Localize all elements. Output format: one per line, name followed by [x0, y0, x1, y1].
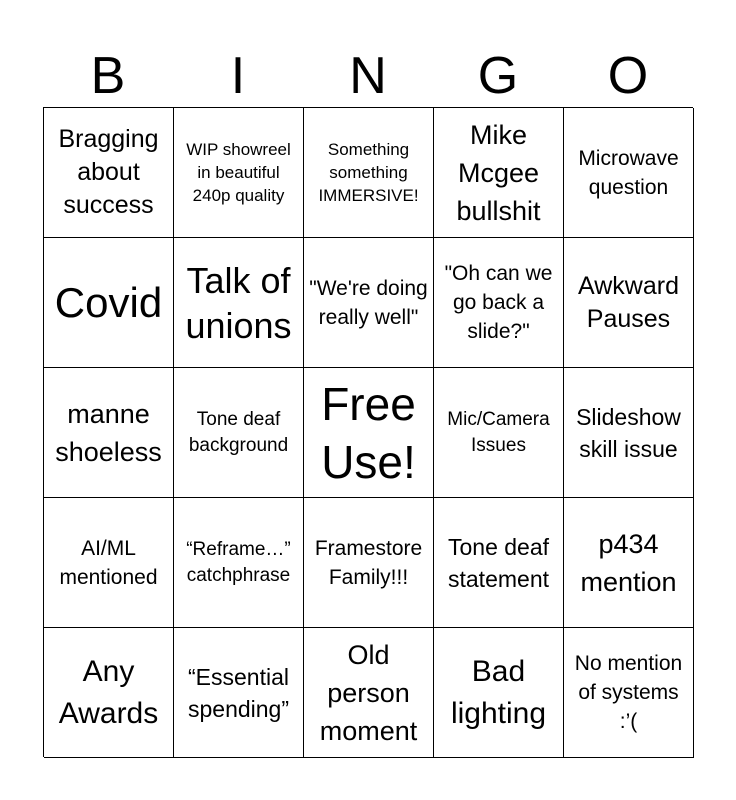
bingo-cell[interactable]	[564, 368, 694, 498]
bingo-cell[interactable]	[174, 238, 304, 368]
cell-text: “Essential spending”	[187, 663, 290, 722]
cell-text: Mike Mcgee bullshit	[456, 119, 541, 226]
cell-text: Tone deaf background	[188, 408, 289, 456]
bingo-cell[interactable]	[44, 108, 174, 238]
bingo-cell[interactable]	[304, 628, 434, 758]
cell-text: Slideshow skill issue	[576, 403, 681, 462]
bingo-cell[interactable]	[434, 108, 564, 238]
cell-text: "We're doing really well"	[309, 276, 428, 329]
cell-text: Framestore Family!!!	[314, 536, 423, 589]
bingo-cell[interactable]	[304, 108, 434, 238]
cell-text: p434 mention	[580, 528, 677, 597]
cell-text: Microwave question	[578, 146, 679, 199]
bingo-board	[43, 107, 693, 757]
bingo-cell[interactable]	[44, 368, 174, 498]
bingo-cell[interactable]	[434, 498, 564, 628]
header-letter-o: O	[607, 47, 649, 105]
cell-text: Free Use!	[321, 377, 416, 488]
bingo-cell[interactable]	[434, 628, 564, 758]
bingo-cell[interactable]	[44, 628, 174, 758]
bingo-cell[interactable]	[304, 238, 434, 368]
cell-text: Bad lighting	[450, 654, 547, 730]
cell-text: “Reframe…” catchphrase	[186, 538, 291, 586]
bingo-cell[interactable]	[174, 628, 304, 758]
bingo-cell[interactable]	[434, 368, 564, 498]
bingo-cell[interactable]	[304, 498, 434, 628]
cell-text: Talk of unions	[185, 259, 292, 346]
cell-text: Covid	[54, 278, 163, 326]
cell-text: WIP showreel in beautiful 240p quality	[186, 140, 291, 205]
bingo-cell[interactable]	[174, 108, 304, 238]
cell-text: Tone deaf statement	[447, 533, 550, 592]
header-letter-g: G	[477, 47, 519, 105]
bingo-cell[interactable]	[434, 238, 564, 368]
header-letter-n: N	[349, 47, 387, 105]
bingo-cell[interactable]	[564, 238, 694, 368]
bingo-cell[interactable]	[564, 108, 694, 238]
bingo-header	[43, 44, 693, 108]
cell-text: Mic/Camera Issues	[447, 408, 550, 456]
header-letter-b: B	[90, 47, 126, 105]
cell-text: "Oh can we go back a slide?"	[444, 262, 553, 343]
header-letter-i: I	[230, 47, 246, 105]
cell-text: No mention of systems :’(	[574, 652, 683, 733]
cell-text: Any Awards	[58, 654, 159, 730]
cell-text: Bragging about success	[58, 125, 159, 219]
bingo-cell[interactable]	[174, 498, 304, 628]
cell-text: AI/ML mentioned	[59, 536, 158, 589]
cell-text: Something something IMMERSIVE!	[318, 140, 419, 205]
bingo-cell[interactable]	[564, 628, 694, 758]
cell-text: Old person moment	[319, 639, 418, 746]
bingo-cell free-space[interactable]	[304, 368, 434, 498]
bingo-cell[interactable]	[174, 368, 304, 498]
bingo-cell[interactable]	[564, 498, 694, 628]
cell-text: manne shoeless	[55, 398, 162, 467]
bingo-cell[interactable]	[44, 498, 174, 628]
cell-text: Awkward Pauses	[578, 271, 679, 333]
bingo-cell[interactable]	[44, 238, 174, 368]
